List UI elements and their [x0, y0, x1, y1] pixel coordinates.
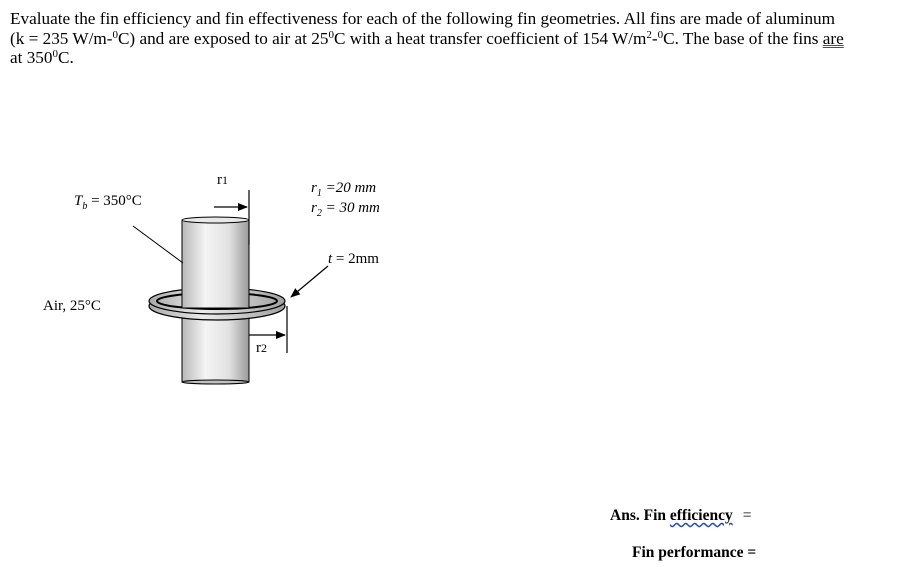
r2-spec: $r_2 = 30$ mm	[311, 200, 380, 219]
problem-line-1: Evaluate the fin efficiency and fin effectiveness for each of the following fin geometries. All fins are made of aluminum	[10, 9, 836, 28]
answer-efficiency: Ans. Fin efficiency =	[610, 507, 752, 524]
cylinder-lower-end	[182, 380, 249, 384]
tb-leader	[133, 226, 183, 263]
cylinder-upper	[182, 220, 249, 308]
cylinder-lower	[182, 312, 249, 382]
tb-label: $T_b = 350^\circ C$	[74, 193, 142, 212]
grammar-flag-are: are	[822, 28, 844, 48]
t-arrow	[291, 266, 328, 297]
problem-line-3: at $350^0C$.	[10, 48, 74, 67]
problem-line-2: (k = 235 W/m-$^0$C) and are exposed to air at $25^0C$ with a heat transfer coefficient of 154 $W/m^2-^0C$. The base of the fins are	[10, 28, 844, 48]
r1-label: r1	[217, 172, 228, 188]
thickness-spec: t = 2mm	[328, 251, 379, 267]
cylinder-upper-top	[182, 217, 249, 223]
r2-label: r2	[256, 340, 267, 356]
r1-spec: $r_1 =20$ mm	[311, 180, 377, 199]
answer-performance: Fin performance =	[632, 544, 757, 561]
air-label: Air, 25°C	[43, 298, 101, 314]
efficiency-word: efficiency	[669, 507, 733, 524]
